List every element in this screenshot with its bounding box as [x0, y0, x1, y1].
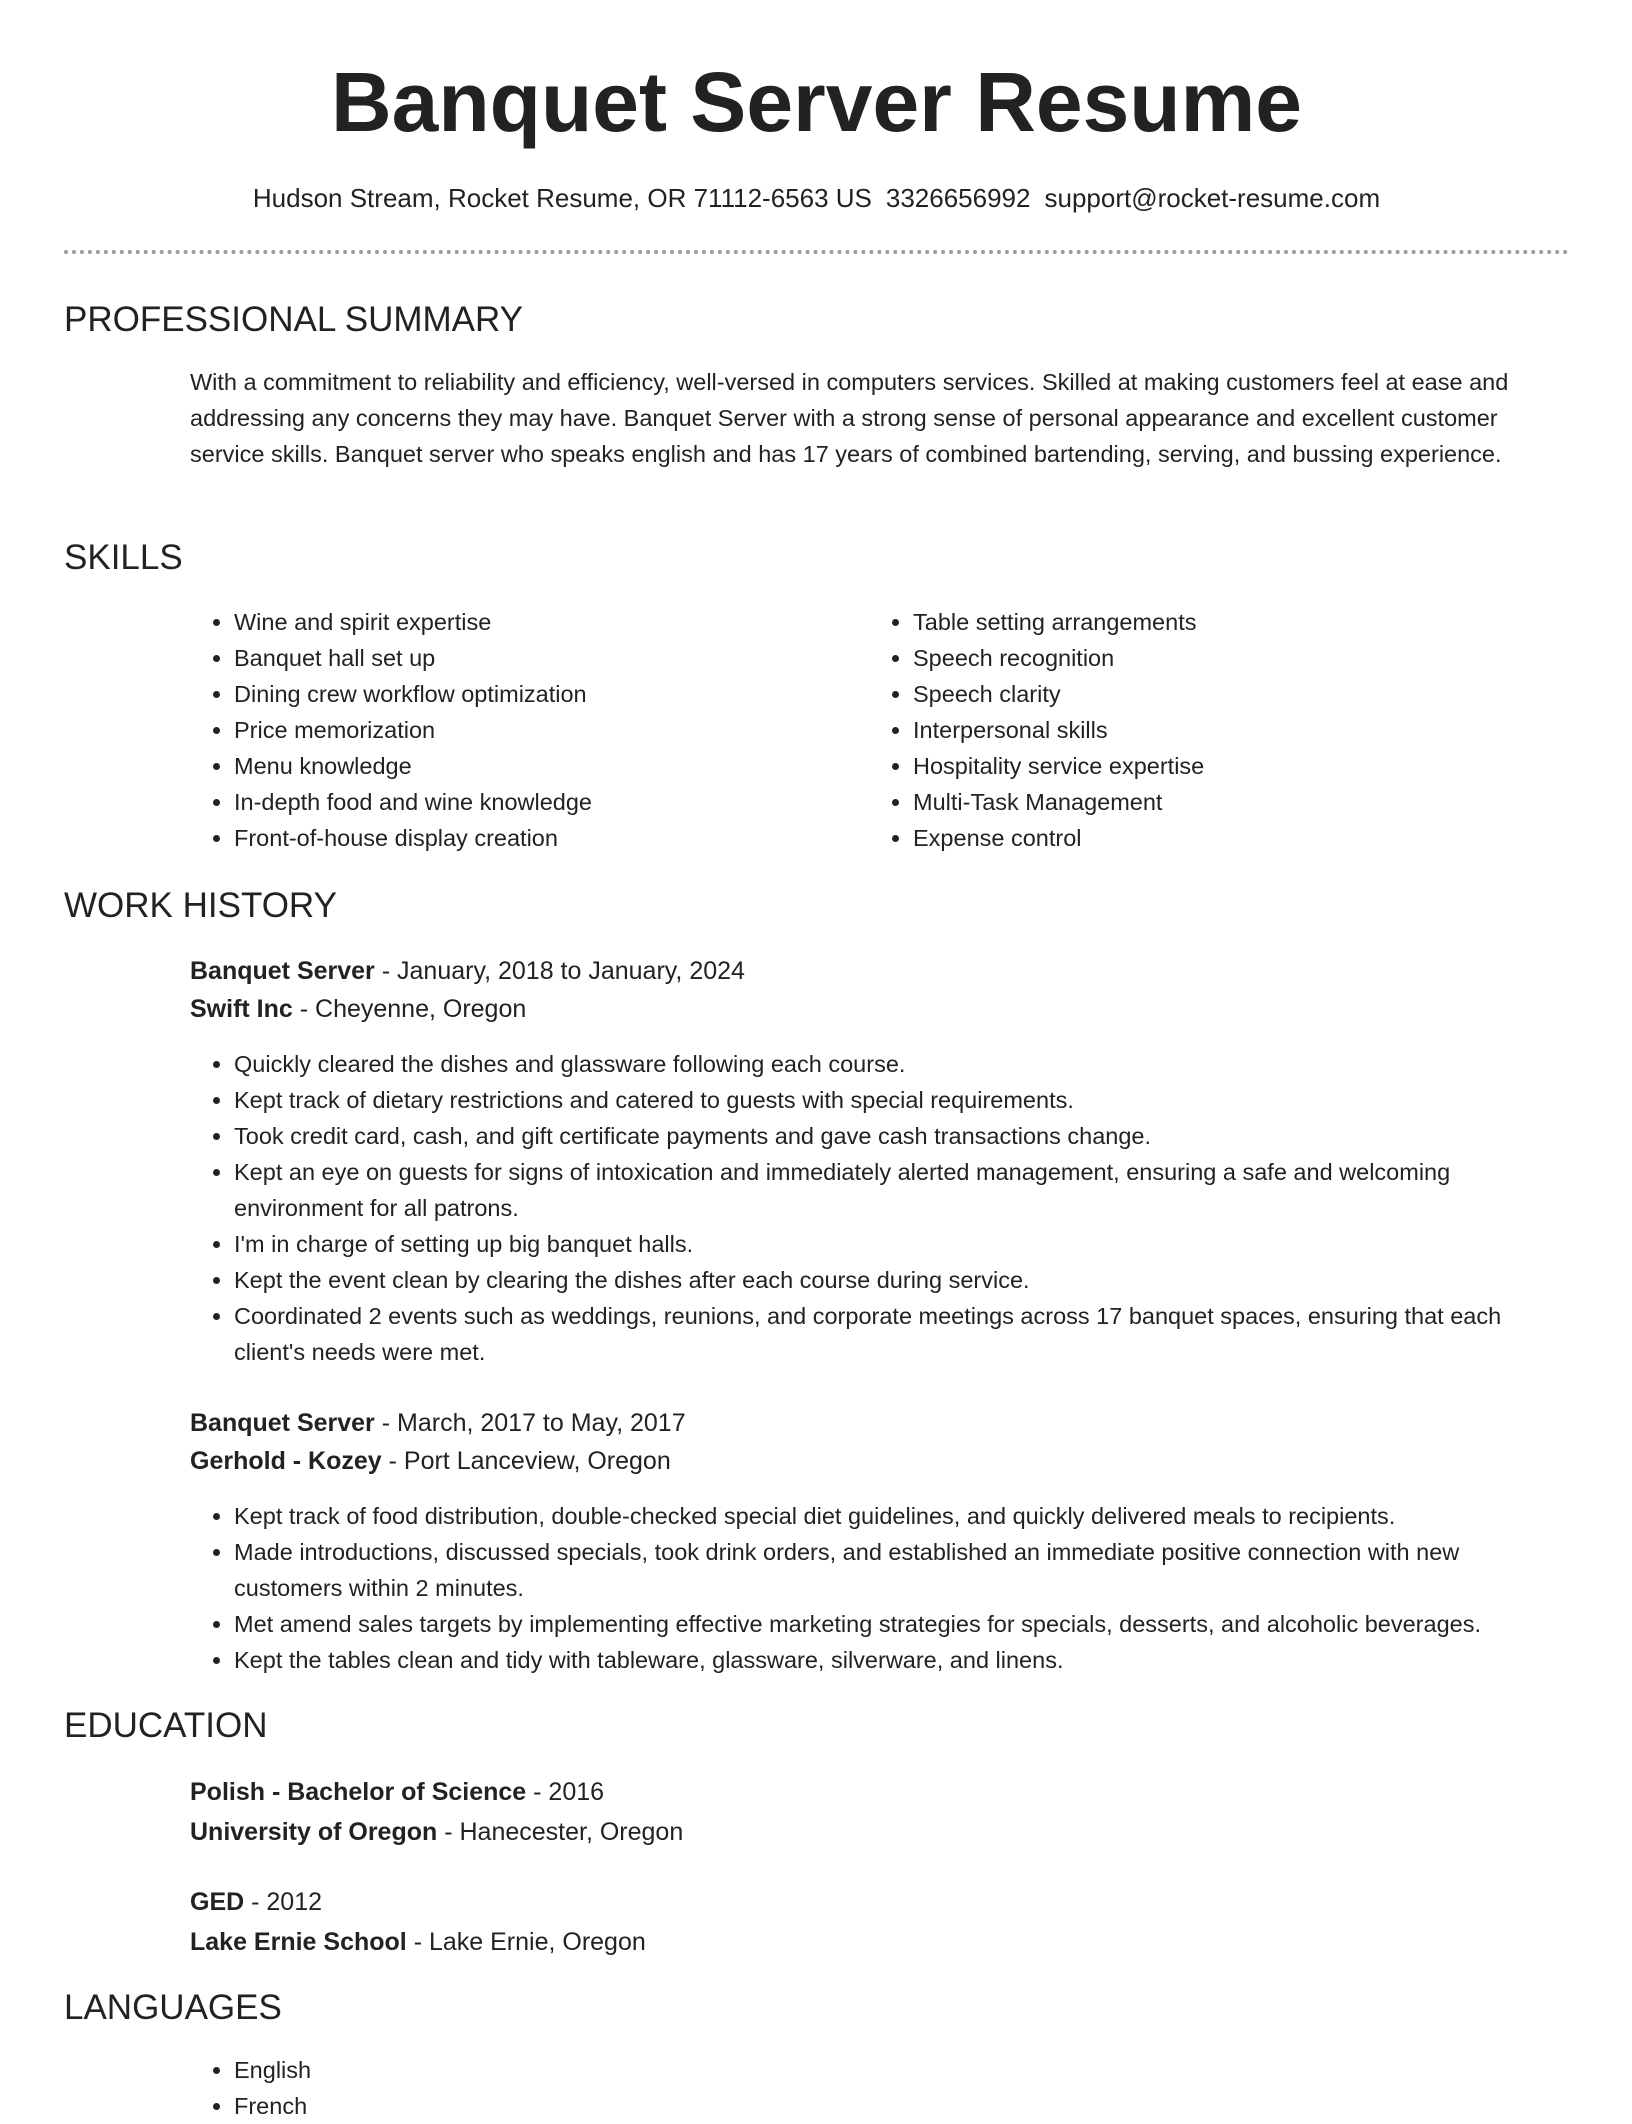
skill-item: • Front-of-house display creation [234, 820, 850, 856]
education-degree-line [190, 1882, 1569, 1922]
skill-item: • In-depth food and wine knowledge [234, 784, 850, 820]
job-dates: - March, 2017 to May, 2017 [374, 1409, 686, 1437]
job-duties [190, 1046, 1569, 1370]
job-dates: - January, 2018 to January, 2024 [374, 957, 745, 985]
contact-address: Hudson Stream, Rocket Resume, OR 71112-6563 US [252, 183, 872, 213]
resume-title: Banquet Server Resume [330, 55, 1303, 149]
education-year: - 2016 [526, 1778, 605, 1806]
job-duty: • Quickly cleared the dishes and glassware following each course. [234, 1046, 1569, 1082]
summary-heading: PROFESSIONAL SUMMARY [64, 300, 523, 339]
contact-line [64, 180, 1569, 216]
education-degree: GED [190, 1888, 245, 1916]
skill-item: • Interpersonal skills [913, 712, 1529, 748]
education-school: University of Oregon [190, 1818, 438, 1846]
education-location: - Lake Ernie, Oregon [406, 1928, 646, 1956]
job-title: Banquet Server [190, 1409, 375, 1437]
contact-phone: 3326656992 [885, 183, 1031, 213]
job-duty: • I'm in charge of setting up big banquet halls. [234, 1226, 1569, 1262]
skills-heading: SKILLS [64, 538, 183, 577]
skill-item: • Banquet hall set up [234, 640, 850, 676]
skill-item: • Dining crew workflow optimization [234, 676, 850, 712]
job-duty: • Took credit card, cash, and gift certificate payments and gave cash transactions change. [234, 1118, 1569, 1154]
languages-list [190, 2052, 1569, 2124]
job-duties-list [190, 1498, 1569, 1678]
job-title: Banquet Server [190, 957, 375, 985]
education-school: Lake Ernie School [190, 1928, 407, 1956]
job-duty: • Made introductions, discussed specials, took drink orders, and established an immediate positive connection with new customers within 2 minutes. [234, 1534, 1569, 1606]
job-title-line [190, 952, 1569, 990]
skills-list-right [869, 604, 1529, 856]
education-entry [190, 1772, 1569, 1852]
language-item: • French [234, 2088, 1569, 2124]
language-item: • English [234, 2052, 1569, 2088]
job-company: Gerhold - Kozey [190, 1447, 382, 1475]
skill-item: • Hospitality service expertise [913, 748, 1529, 784]
job-company-line [190, 990, 1569, 1028]
job-title-line [190, 1404, 1569, 1442]
skills-column-right [869, 604, 1529, 856]
education-location: - Hanecester, Oregon [437, 1818, 684, 1846]
education-entry [190, 1882, 1569, 1962]
skill-item: • Menu knowledge [234, 748, 850, 784]
job-company: Swift Inc [190, 995, 293, 1023]
job-duty: • Kept track of dietary restrictions and catered to guests with special requirements. [234, 1082, 1569, 1118]
education-school-line [190, 1922, 1569, 1962]
education-school-line [190, 1812, 1569, 1852]
job-duty: • Kept the event clean by clearing the dishes after each course during service. [234, 1262, 1569, 1298]
skill-item: • Table setting arrangements [913, 604, 1529, 640]
education-degree-line [190, 1772, 1569, 1812]
summary-text: With a commitment to reliability and efficiency, well-versed in computers services. Skilled at making customers feel at ease and addressing any concerns they may have. Banquet Server with a strong sense of personal appearance and excellent customer service skills. Banquet server who speaks english and has 17 years of combined bartending, serving, and bussing experience. [190, 369, 1509, 467]
languages-section [190, 2052, 1569, 2124]
languages-heading: LANGUAGES [64, 1988, 282, 2027]
job-duties-list [190, 1046, 1569, 1370]
header-divider [64, 250, 1569, 254]
work-history-heading: WORK HISTORY [64, 886, 337, 925]
job-duty: • Kept the tables clean and tidy with tableware, glassware, silverware, and linens. [234, 1642, 1569, 1678]
job-location: - Port Lanceview, Oregon [381, 1447, 671, 1475]
education-degree: Polish - Bachelor of Science [190, 1778, 527, 1806]
education-heading: EDUCATION [64, 1706, 268, 1745]
job-entry [190, 1404, 1569, 1480]
skill-item: • Speech clarity [913, 676, 1529, 712]
job-duty: • Kept track of food distribution, double-checked special diet guidelines, and quickly delivered meals to recipients. [234, 1498, 1569, 1534]
education-year: - 2012 [244, 1888, 323, 1916]
job-company-line [190, 1442, 1569, 1480]
skill-item: • Multi-Task Management [913, 784, 1529, 820]
skill-item: • Speech recognition [913, 640, 1529, 676]
skill-item: • Expense control [913, 820, 1529, 856]
skill-item: • Wine and spirit expertise [234, 604, 850, 640]
job-location: - Cheyenne, Oregon [292, 995, 527, 1023]
job-duty: • Kept an eye on guests for signs of intoxication and immediately alerted management, ensuring a safe and welcoming environment for all patrons. [234, 1154, 1569, 1226]
contact-email: support@rocket-resume.com [1044, 183, 1381, 213]
job-duties [190, 1498, 1569, 1678]
skills-column-left [190, 604, 850, 856]
job-entry [190, 952, 1569, 1028]
skill-item: • Price memorization [234, 712, 850, 748]
summary-section [190, 364, 1569, 472]
skills-section [190, 604, 1569, 864]
job-duty: • Coordinated 2 events such as weddings, reunions, and corporate meetings across 17 banquet spaces, ensuring that each client's needs were met. [234, 1298, 1569, 1370]
skills-list-left [190, 604, 850, 856]
job-duty: • Met amend sales targets by implementing effective marketing strategies for specials, desserts, and alcoholic beverages. [234, 1606, 1569, 1642]
